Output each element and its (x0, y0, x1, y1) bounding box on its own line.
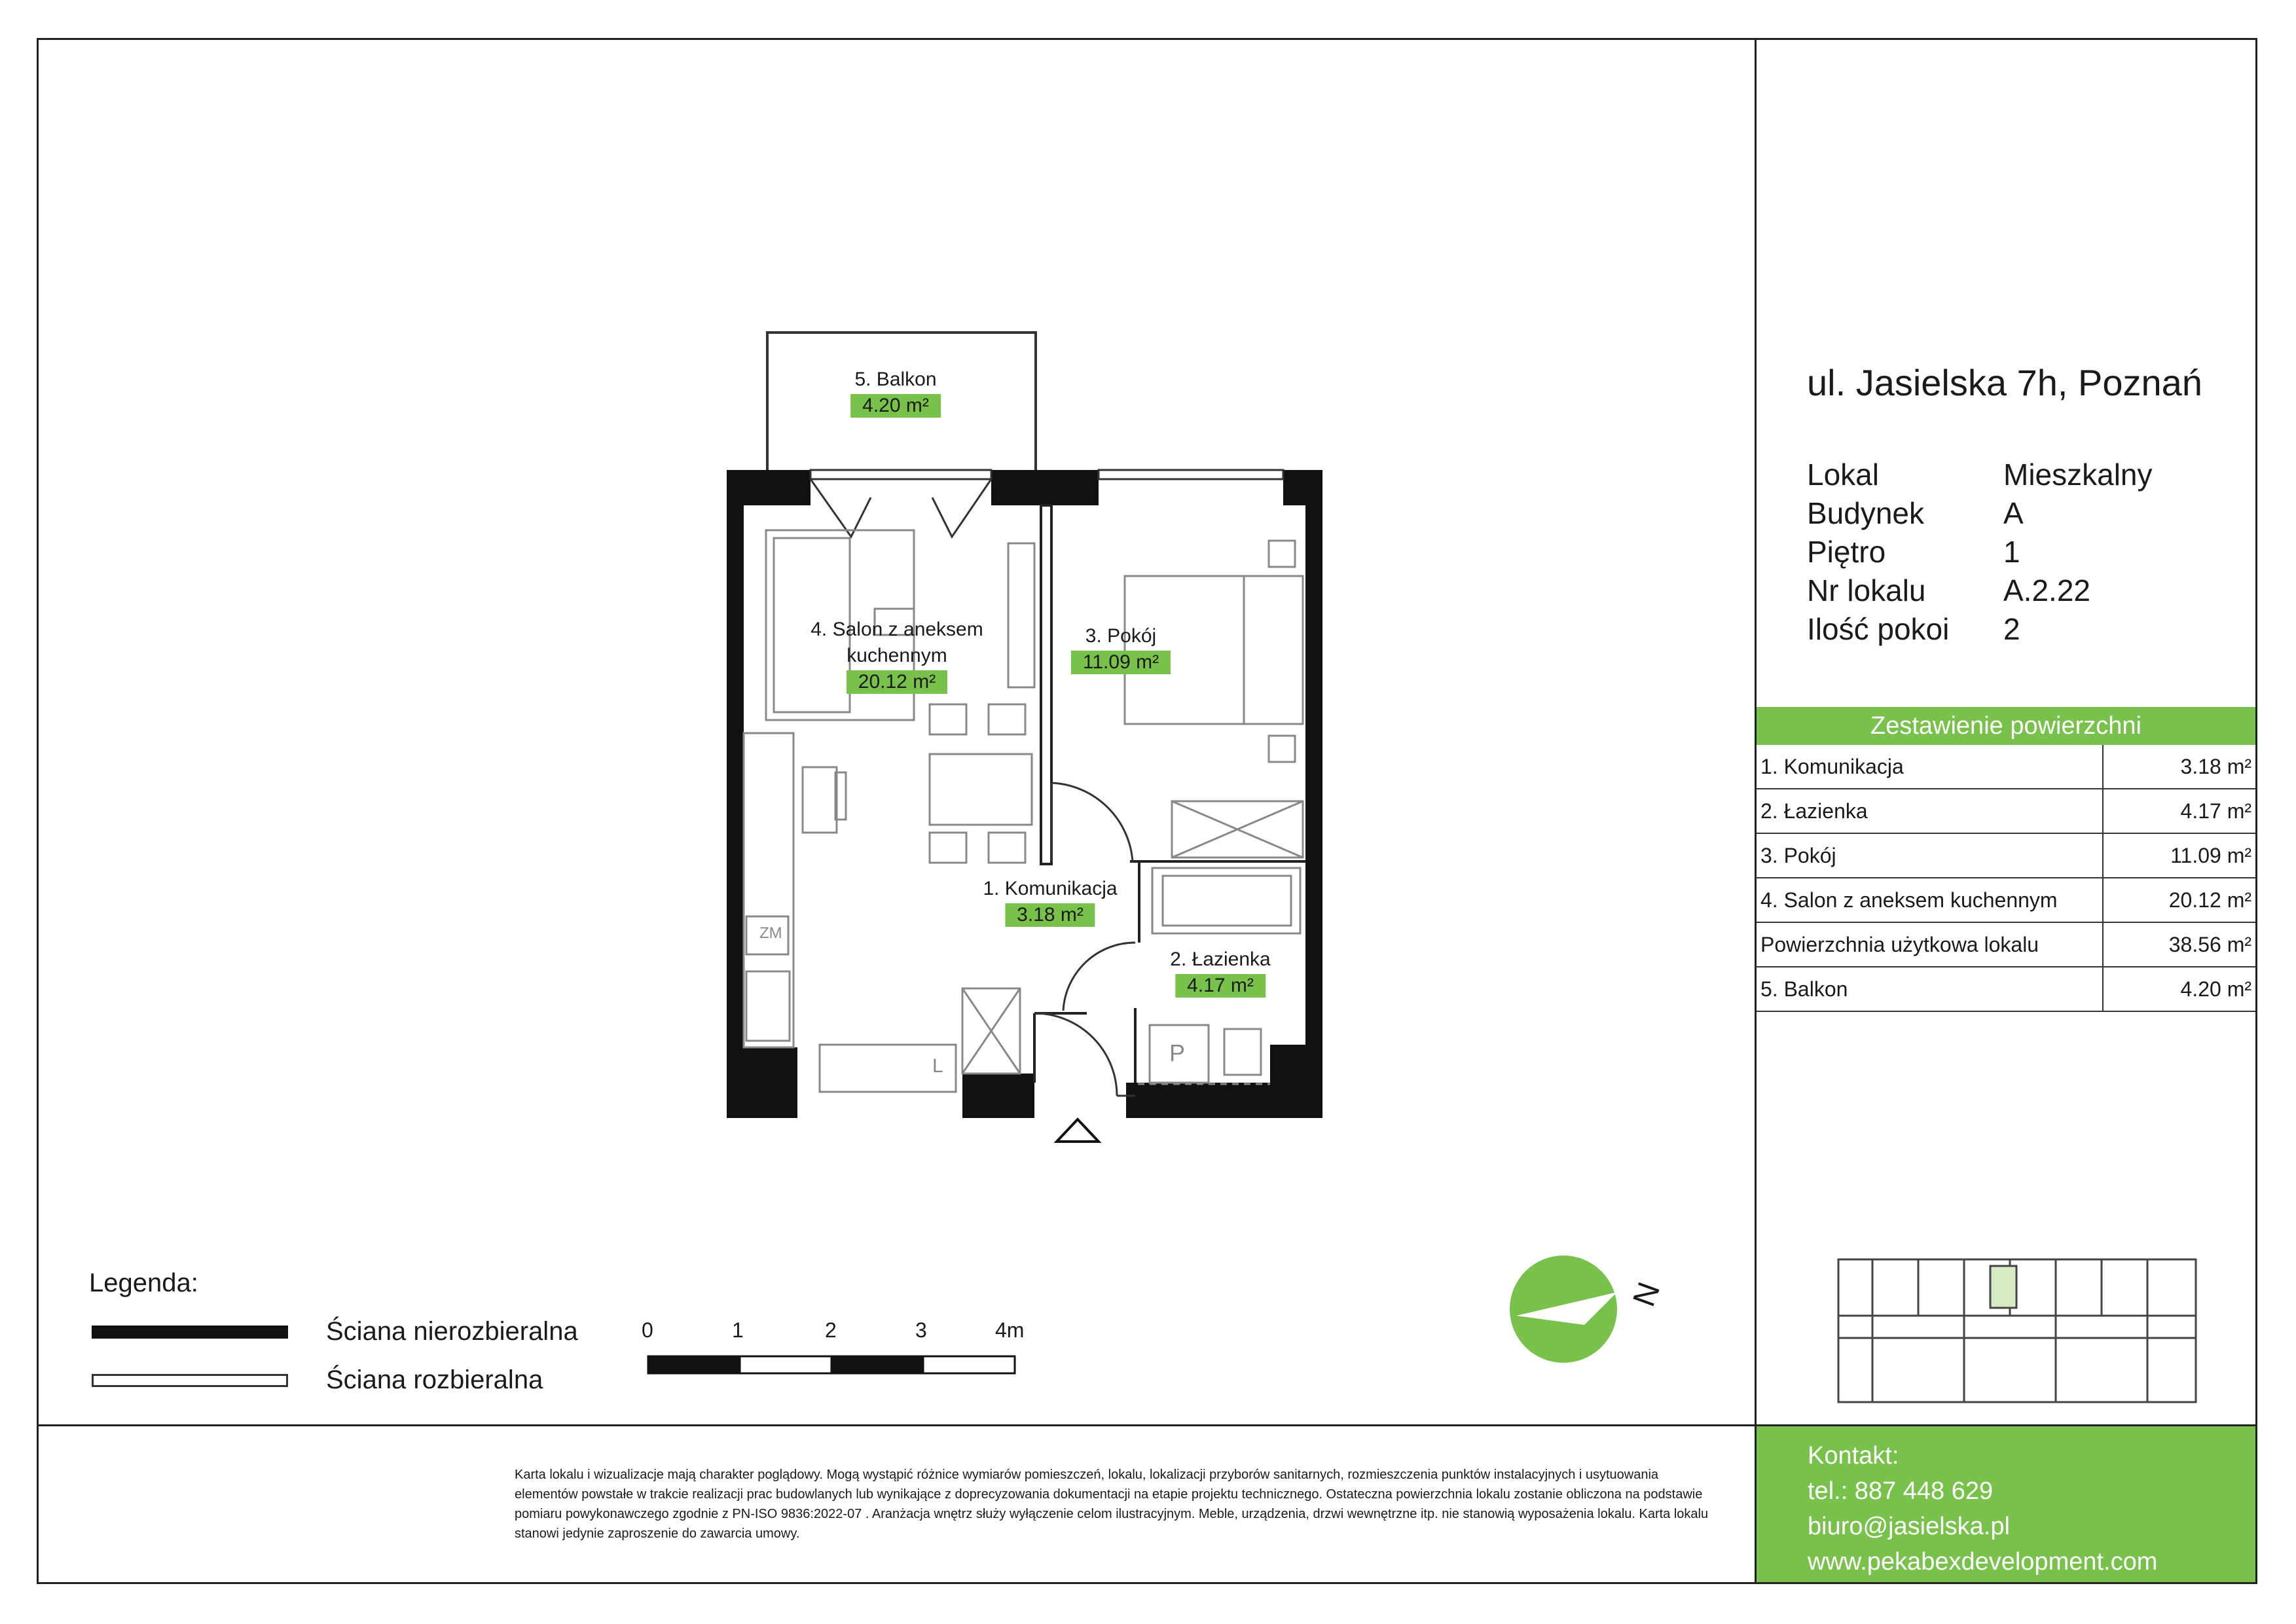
room-area: 4.17 m² (1175, 974, 1266, 998)
disclaimer: Karta lokalu i wizualizacje mają charakter poglądowy. Mogą wystąpić różnice wymiarów pomieszczeń, lokalu, lokalizacji przyborów sanitarnych, rozmieszczenia punktów instalacyjnych i usytuowania elementów powstałe w trakcie realizacji prac budowlanych lub wynikające z doprecyzowania dokumentacji na etapie projektu technicznego. Ostateczna powierzchnia lokalu zostanie obliczona na podstawie pomiaru powykonawczego zgodnie z PN-ISO 9836:2022-07 . Aranżacja wnętrz służy wyłączenie celom ilustracyjnym. Meble, urządzenia, drzwi wewnętrzne itp. nie stanowią wyposażenia lokalu. Karta lokalu stanowi jedynie zaproszenie do zawarcia umowy. (515, 1468, 1709, 1541)
legend-swatch-solid (92, 1326, 288, 1339)
north-label: N (1626, 1278, 1667, 1311)
areas-title: Zestawienie powierzchni (1757, 707, 2255, 745)
info-value: Mieszkalny (2003, 458, 2153, 492)
room-area: 3.18 m² (1005, 903, 1095, 927)
room-name: 3. Pokój (1085, 625, 1157, 647)
room-area: 11.09 m² (1071, 651, 1171, 674)
area-name: 5. Balkon (1757, 967, 2103, 1011)
label-bedroom (1071, 623, 1171, 676)
info-value: 2 (2003, 612, 2020, 646)
info-label: Nr lokalu (1807, 573, 1926, 607)
key-plan (1838, 1259, 2196, 1402)
area-name: 2. Łazienka (1757, 789, 2103, 833)
info-row (1807, 610, 2153, 649)
scale-bar (648, 1356, 1015, 1373)
room-name: 4. Salon z aneksem kuchennym (811, 619, 983, 666)
info-row (1807, 571, 2153, 610)
room-area: 4.20 m² (850, 394, 941, 418)
scale-label: 2 (825, 1318, 837, 1342)
area-value: 4.17 m² (2103, 789, 2255, 833)
info-value: 1 (2003, 535, 2020, 569)
contact-title: Kontakt: (1808, 1442, 1899, 1470)
areas-table (1757, 745, 2255, 1012)
table-row (1757, 967, 2255, 1011)
legend-load-bearing (92, 1317, 578, 1346)
room-name: 2. Łazienka (1170, 948, 1271, 970)
table-row (1757, 833, 2255, 878)
room-name: 5. Balkon (854, 369, 937, 390)
table-row (1757, 789, 2255, 833)
legend-swatch-outline (92, 1374, 288, 1387)
compass-icon (1510, 1255, 1617, 1363)
area-name: Powierzchnia użytkowa lokalu (1757, 922, 2103, 967)
legend-label: Ściana nierozbieralna (326, 1317, 578, 1346)
area-value: 11.09 m² (2103, 833, 2255, 878)
area-name: 1. Komunikacja (1757, 745, 2103, 789)
table-row (1757, 878, 2255, 922)
area-value: 4.20 m² (2103, 967, 2255, 1011)
label-bath (1170, 947, 1270, 999)
label-hall (983, 876, 1117, 928)
area-name: 4. Salon z aneksem kuchennym (1757, 878, 2103, 922)
info-label: Ilość pokoi (1807, 612, 1950, 646)
furniture (744, 530, 1303, 1092)
fixture-fridge-label: ZM (759, 924, 782, 942)
info-row (1807, 533, 2153, 571)
area-value: 38.56 m² (2103, 922, 2255, 967)
contact-phone[interactable]: tel.: 887 448 629 (1808, 1477, 1994, 1505)
legend-title: Legenda: (89, 1269, 198, 1297)
scale-label: 1 (732, 1318, 744, 1342)
label-living (792, 617, 1002, 695)
unit-info (1807, 456, 2153, 649)
info-row (1807, 456, 2153, 494)
contact-email[interactable]: biuro@jasielska.pl (1808, 1513, 2010, 1540)
info-row (1807, 494, 2153, 533)
info-label: Budynek (1807, 496, 1925, 530)
legend-label: Ściana rozbieralna (326, 1365, 543, 1394)
fixture-washer-label: P (1169, 1039, 1186, 1066)
table-row (1757, 745, 2255, 789)
info-value: A (2003, 496, 2024, 530)
scale-label: 3 (915, 1318, 927, 1342)
scale-label: 4m (995, 1318, 1025, 1342)
entrance-arrow (1057, 1119, 1099, 1142)
contact-box (1757, 1426, 2255, 1582)
area-value: 3.18 m² (2103, 745, 2255, 789)
fixture-cabinet-label: L (932, 1055, 943, 1077)
room-area: 20.12 m² (847, 670, 947, 694)
legend-removable (92, 1365, 543, 1395)
address: ul. Jasielska 7h, Poznań (1807, 362, 2202, 403)
scale-label: 0 (642, 1318, 653, 1342)
area-value: 20.12 m² (2103, 878, 2255, 922)
contact-website[interactable]: www.pekabexdevelopment.com (1808, 1548, 2158, 1576)
info-value: A.2.22 (2003, 573, 2090, 607)
label-balcony (850, 367, 941, 419)
load-bearing-walls (727, 470, 1322, 1118)
info-label: Lokal (1807, 458, 1879, 492)
info-label: Piętro (1807, 535, 1886, 569)
area-name: 3. Pokój (1757, 833, 2103, 878)
table-row (1757, 922, 2255, 967)
room-name: 1. Komunikacja (983, 878, 1118, 899)
